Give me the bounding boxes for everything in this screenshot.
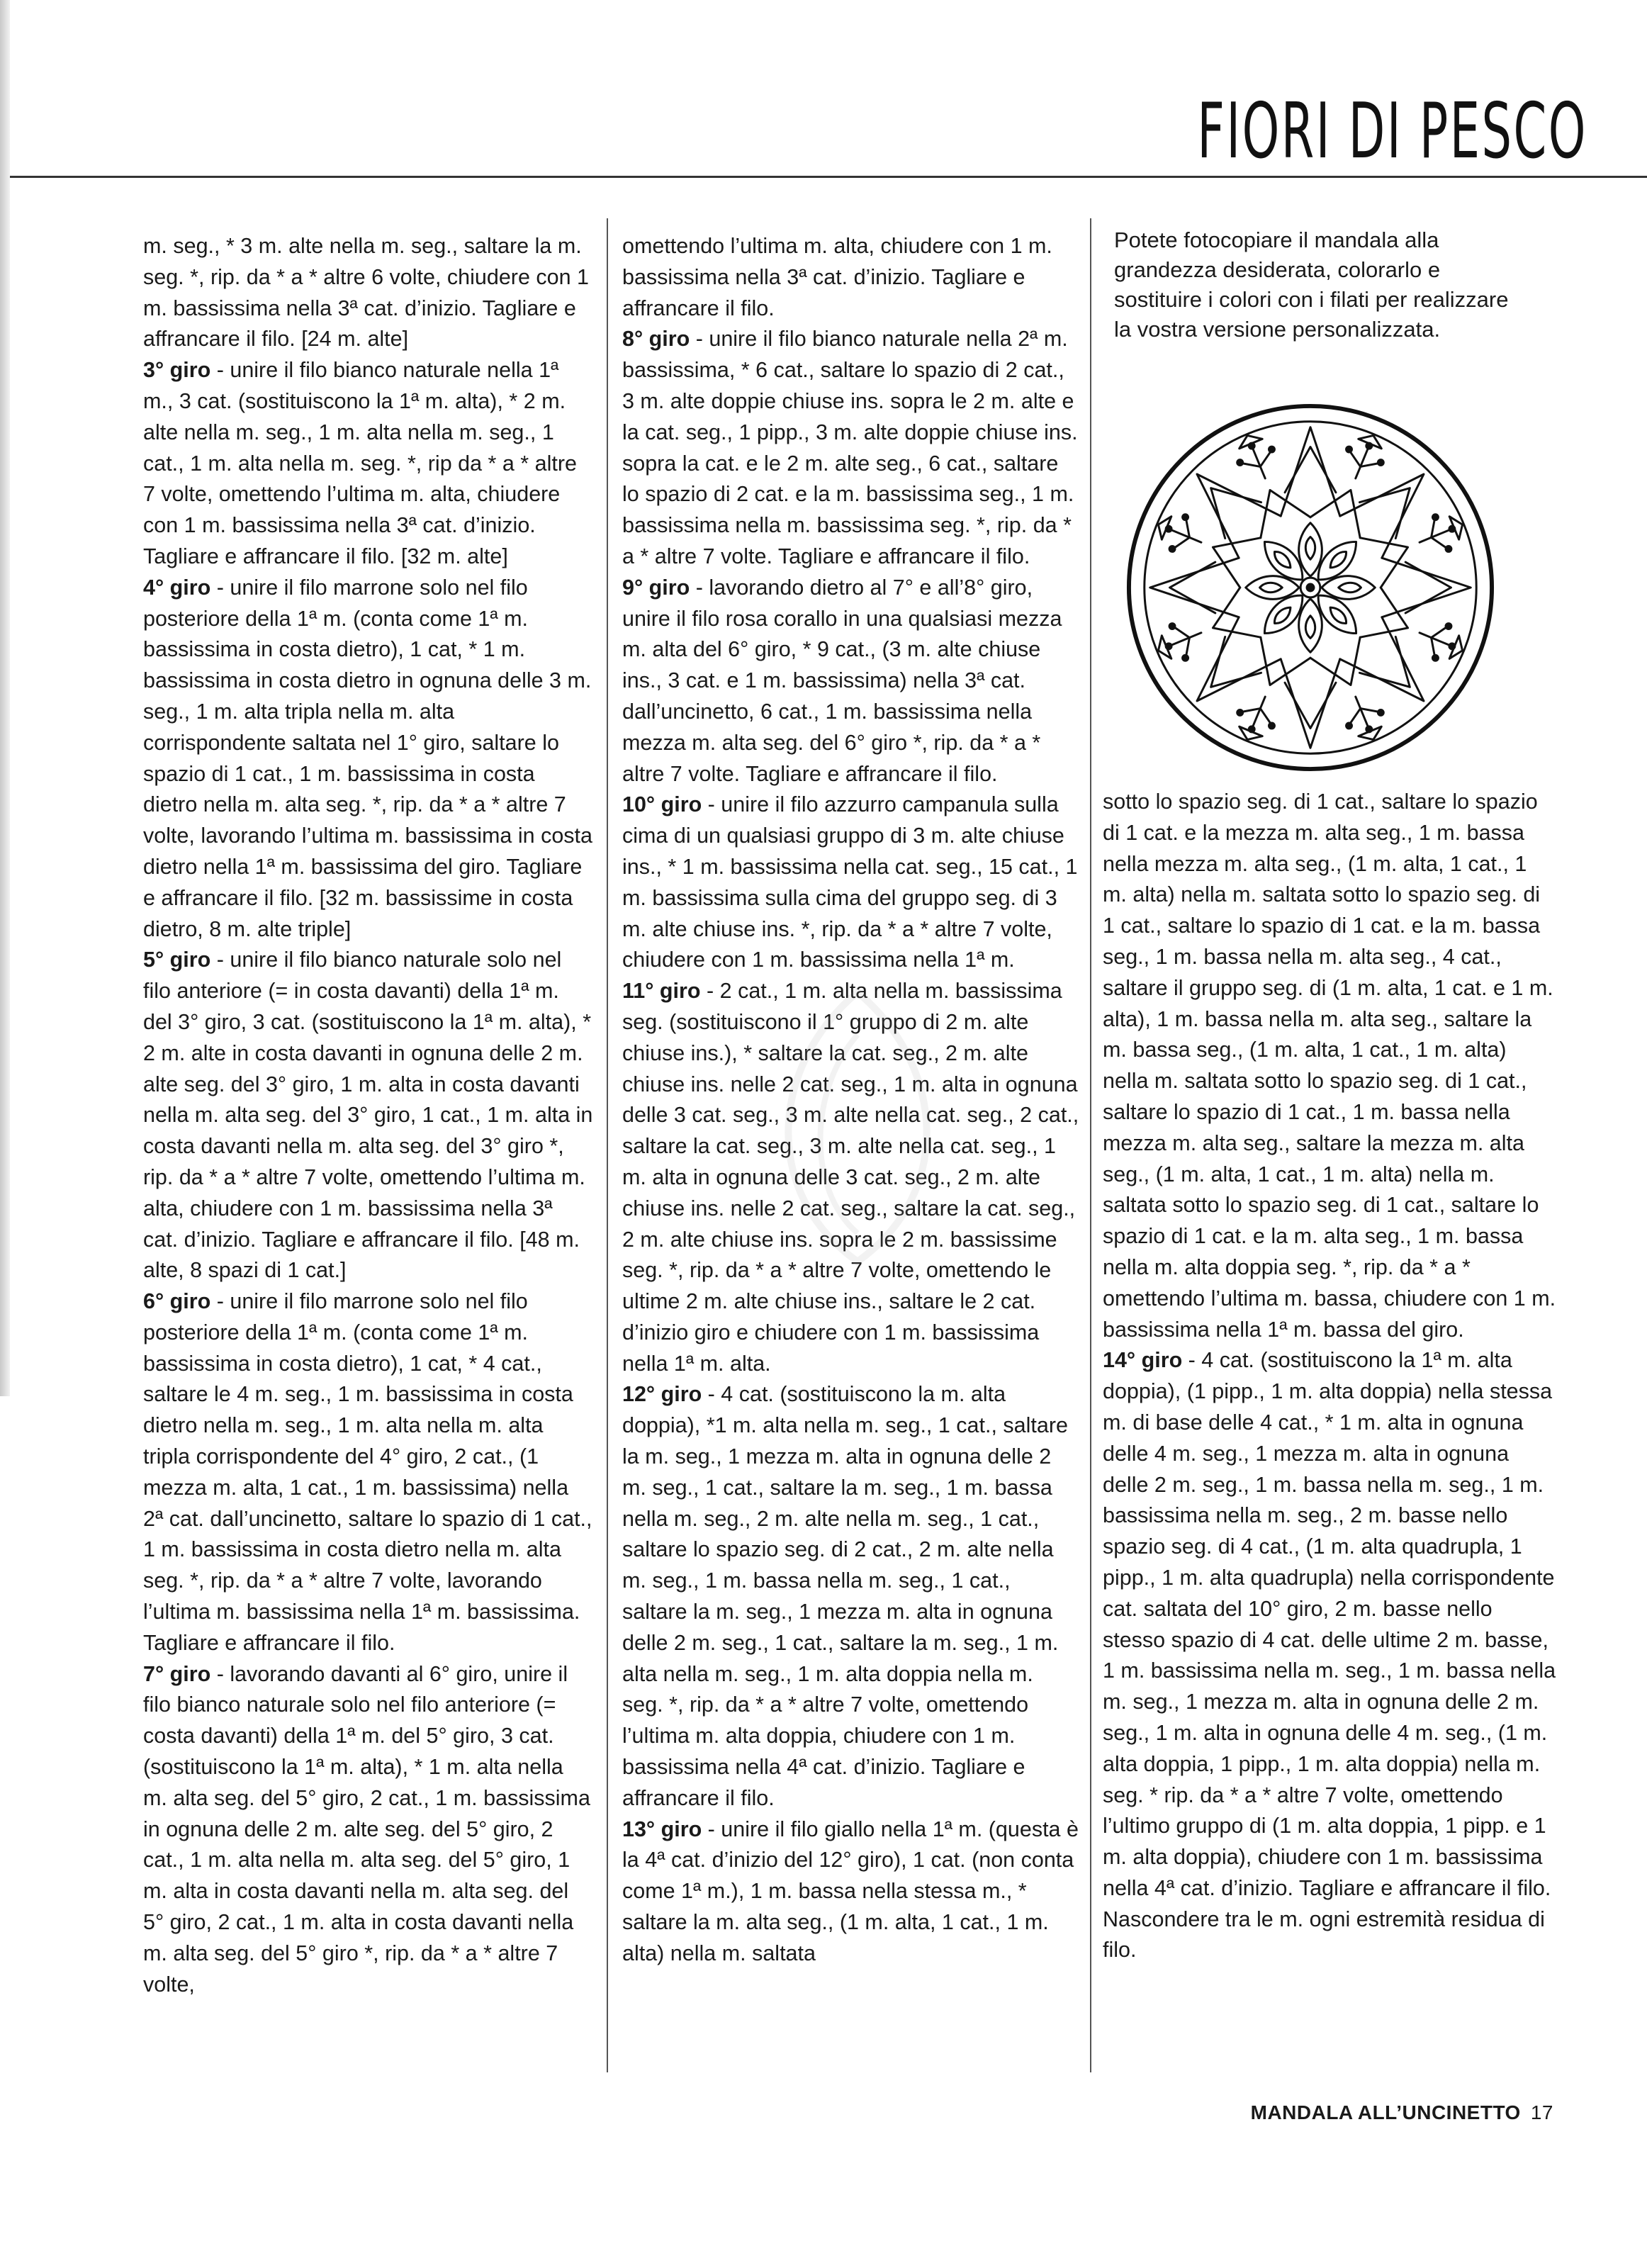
header-rule [10,176,1647,178]
column-divider-1 [607,218,608,2072]
paragraph: 13° giro - unire il filo giallo nella 1ª m. (questa è la 4ª cat. d’inizio del 12° giro), 1 cat. (non conta come 1ª m.), 1 m. bassa nella stessa m., * saltare la m. alta seg., (1 m. alta, 1 cat., 1 m. alta) nella m. saltata [622,1817,1079,1965]
paragraph: 8° giro - unire il filo bianco naturale nella 2ª m. bassissima, * 6 cat., saltare lo spazio di 2 cat., 3 m. alte doppie chiuse ins. sopra le 2 m. alte e la cat. seg., 1 pipp., 3 m. alte doppie chiuse ins. sopra la cat. e le 2 m. alte seg., 6 cat., saltare lo spazio di 2 cat. e la m. bassissima seg., 1 m. bassissima nella m. bassissima seg. *, rip. da * a * altre 7 volte. Tagliare e affrancare il filo. [622,327,1078,568]
paragraph: 11° giro - 2 cat., 1 m. alta nella m. bassissima seg. (sostituiscono il 1° gruppo di 2 m. alte chiuse ins.), * saltare la cat. seg., 2 m. alte chiuse ins. nelle 2 cat. seg., 1 m. alta in ognuna delle 3 cat. seg., 3 m. alte nella cat. seg., 2 cat., saltare la cat. seg., 3 m. alte nella cat. seg., 1 m. alta in ognuna delle 3 cat. seg., 2 m. alte chiuse ins. nelle 2 cat. seg., saltare la cat. seg., 2 m. alte chiuse ins. sopra le 2 m. bassissime seg. *, rip. da * a * altre 7 volte, omettendo le ultime 2 m. alte chiuse ins., saltare le 2 cat. d’inizio giro e chiudere con 1 m. bassissima nella 1ª m. alta. [622,979,1079,1376]
page-footer [1251,2101,1553,2124]
paragraph: 12° giro - 4 cat. (sostituiscono la m. alta doppia), *1 m. alta nella m. seg., 1 cat., saltare la m. seg., 1 mezza m. alta in ognuna delle 2 m. seg., 1 cat., saltare la m. seg., 1 m. bassa nella m. seg., 2 m. alte nella m. seg., 1 cat., saltare lo spazio seg. di 2 cat., 2 m. alte nella m. seg., 1 m. bassa nella m. seg., 1 cat., saltare la m. seg., 1 mezza m. alta in ognuna delle 2 m. seg., 1 cat., saltare la m. seg., 1 m. alta nella m. seg., 1 m. alta doppia nella m. seg. *, rip. da * a * altre 7 volte, omettendo l’ultima m. alta doppia, chiudere con 1 m. bassissima nella 4ª cat. d’inizio. Tagliare e affrancare il filo. [622,1382,1068,1810]
paragraph: 7° giro - lavorando davanti al 6° giro, unire il filo bianco naturale solo nel filo anteriore (= costa davanti) della 1ª m. del 5° giro, 3 cat. (sostituiscono la 1ª m. alta), * 1 m. alta nella m. alta seg. del 5° giro, 2 cat., 1 m. bassissima in ognuna delle 2 m. alte seg. del 5° giro, 2 cat., 1 m. alta nella m. alta seg. del 5° giro, 1 m. alta in costa davanti nella m. alta seg. del 5° giro, 2 cat., 1 m. alta in costa davanti nella m. alta seg. del 5° giro *, rip. da * a * altre 7 volte, [143,1661,590,1997]
paragraph: 4° giro - unire il filo marrone solo nel filo posteriore della 1ª m. (conta come 1ª m. bassissima in costa dietro), 1 cat, * 1 m. bassissima in costa dietro in ognuna delle 3 m. seg., 1 m. alta tripla nella m. alta corrispondente saltata nel 1° giro, saltare lo spazio di 1 cat., 1 m. bassissima in costa dietro nella m. alta seg. *, rip. da * a * altre 7 volte, lavorando l’ultima m. bassissima in costa dietro nella 1ª m. bassissima del giro. Tagliare e affrancare il filo. [32 m. bassissime in costa dietro, 8 m. alte triple] [143,575,592,941]
column-divider-2 [1090,218,1091,2072]
paragraph: omettendo l’ultima m. alta, chiudere con 1 m. bassissima nella 3ª cat. d’inizio. Tagliare e affrancare il filo. [622,234,1052,320]
paragraph: 5° giro - unire il filo bianco naturale solo nel filo anteriore (= in costa davanti) della 1ª m. del 3° giro, 3 cat. (sostituiscono la 1ª m. alta), * 2 m. alte in costa davanti in ognuna delle 2 m. alte seg. del 3° giro, 1 m. alta in costa davanti nella m. alta seg. del 3° giro, 1 cat., 1 m. alta in costa davanti nella m. alta seg. del 3° giro *, rip. da * a * altre 7 volte, omettendo l’ultima m. alta, chiudere con 1 m. bassissima nella 3ª cat. d’inizio. Tagliare e affrancare il filo. [48 m. alte, 8 spazi di 1 cat.] [143,948,593,1283]
mandala-illustration [1124,401,1497,774]
text-column-3 [1103,787,1556,1966]
paragraph: 3° giro - unire il filo bianco naturale nella 1ª m., 3 cat. (sostituiscono la 1ª m. alta), * 2 m. alte nella m. seg., 1 m. alta nella m. seg., 1 cat., 1 m. alta nella m. seg. *, rip da * a * altre 7 volte, omettendo l’ultima m. alta, chiudere con 1 m. bassissima nella 3ª cat. d’inizio. Tagliare e affrancare il filo. [32 m. alte] [143,358,577,568]
paragraph: 10° giro - unire il filo azzurro campanula sulla cima di un qualsiasi gruppo di 3 m. alte chiuse ins., * 1 m. bassissima nella cat. seg., 15 cat., 1 m. bassissima sulla cima del gruppo seg. di 3 m. alte chiuse ins. *, rip. da * a * altre 7 volte, chiudere con 1 m. bassissima nella 1ª m. [622,792,1078,972]
page-edge-shadow [0,0,10,1396]
paragraph: 6° giro - unire il filo marrone solo nel filo posteriore della 1ª m. (conta come 1ª m. bassissima in costa dietro), 1 cat, * 4 cat., saltare le 4 m. seg., 1 m. bassissima in costa dietro nella m. seg., 1 m. alta nella m. alta tripla corrispondente del 4° giro, 2 cat., (1 mezza m. alta, 1 cat., 1 m. bassissima) nella 2ª cat. dall’uncinetto, saltare lo spazio di 1 cat., 1 m. bassissima in costa dietro nella m. alta seg. *, rip. da * a * altre 7 volte, lavorando l’ultima m. bassissima nella 1ª m. bassissima. Tagliare e affrancare il filo. [143,1289,592,1655]
paragraph: m. seg., * 3 m. alte nella m. seg., saltare la m. seg. *, rip. da * a * altre 6 volte, chiudere con 1 m. bassissima nella 3ª cat. d’inizio. Tagliare e affrancare il filo. [24 m. alte] [143,234,590,352]
text-column-1 [143,231,593,2000]
paragraph: 9° giro - lavorando dietro al 7° e all’8° giro, unire il filo rosa corallo in una qualsiasi mezza m. alta del 6° giro, * 9 cat., (3 m. alte chiuse ins., 3 cat. e 1 m. bassissima) nella 3ª cat. dall’uncinetto, 6 cat., 1 m. bassissima nella mezza m. alta seg. del 6° giro *, rip. da * a * altre 7 volte. Tagliare e affrancare il filo. [622,575,1062,786]
page-number: 17 [1530,2101,1553,2123]
paragraph: sotto lo spazio seg. di 1 cat., saltare lo spazio di 1 cat. e la mezza m. alta seg., 1 m. bassa nella mezza m. alta seg., (1 m. alta, 1 cat., 1 m. alta) nella m. saltata sotto lo spazio seg. di 1 cat., saltare lo spazio di 1 cat. e la m. bassa seg., 1 m. bassa nella m. alta seg., 4 cat., saltare il gruppo seg. di (1 m. alta, 1 cat. e 1 m. alta), 1 m. bassa nella m. alta seg., saltare la m. bassa seg., (1 m. alta, 1 cat., 1 m. alta) nella m. saltata sotto lo spazio seg. di 1 cat., saltare lo spazio di 1 cat., 1 m. bassa nella mezza m. alta seg., saltare la mezza m. alta seg., (1 m. alta, 1 cat., 1 m. alta) nella m. saltata sotto lo spazio seg. di 1 cat., saltare lo spazio di 1 cat. e la m. alta seg., 1 m. bassa nella m. alta doppia seg. *, rip. da * a * omettendo l’ultima m. bassa, chiudere con 1 m. bassissima nella 1ª m. bassa del giro. [1103,790,1556,1342]
magazine-name: MANDALA ALL’UNCINETTO [1250,2101,1521,2123]
watermark-icon [730,978,985,1276]
mandala-caption: Potete fotocopiare il mandala alla grandezza desiderata, colorarlo e sostituire i colori con i filati per realizzare la vostra versione personalizzata. [1114,228,1509,342]
page-title: FIORI DI PESCO [1197,87,1587,176]
paragraph: 14° giro - 4 cat. (sostituiscono la 1ª m. alta doppia), (1 pipp., 1 m. alta doppia) nella stessa m. di base delle 4 cat., * 1 m. alta in ognuna delle 4 m. seg., 1 mezza m. alta in ognuna delle 2 m. seg., 1 m. bassa nella m. seg., 1 m. bassissima nella m. seg., 2 m. basse nello spazio seg. di 4 cat., (1 m. alta quadrupla, 1 pipp., 1 m. alta quadrupla) nella corrispondente cat. saltata del 10° giro, 2 m. basse nello stesso spazio di 4 cat. delle ultime 2 m. basse, 1 m. bassissima nella m. seg., 1 m. bassa nella m. seg., 1 mezza m. alta in ognuna delle 2 m. seg., 1 m. alta in ognuna delle 4 m. seg., (1 m. alta doppia, 1 pipp., 1 m. alta doppia) nella m. seg. * rip. da * a * altre 7 volte, omettendo l’ultimo gruppo di (1 m. alta doppia, 1 pipp. e 1 m. alta doppia), chiudere con 1 m. bassissima nella 4ª cat. d’inizio. Tagliare e affrancare il filo. Nascondere tra le m. ogni estremità residua di filo. [1103,1348,1556,1963]
